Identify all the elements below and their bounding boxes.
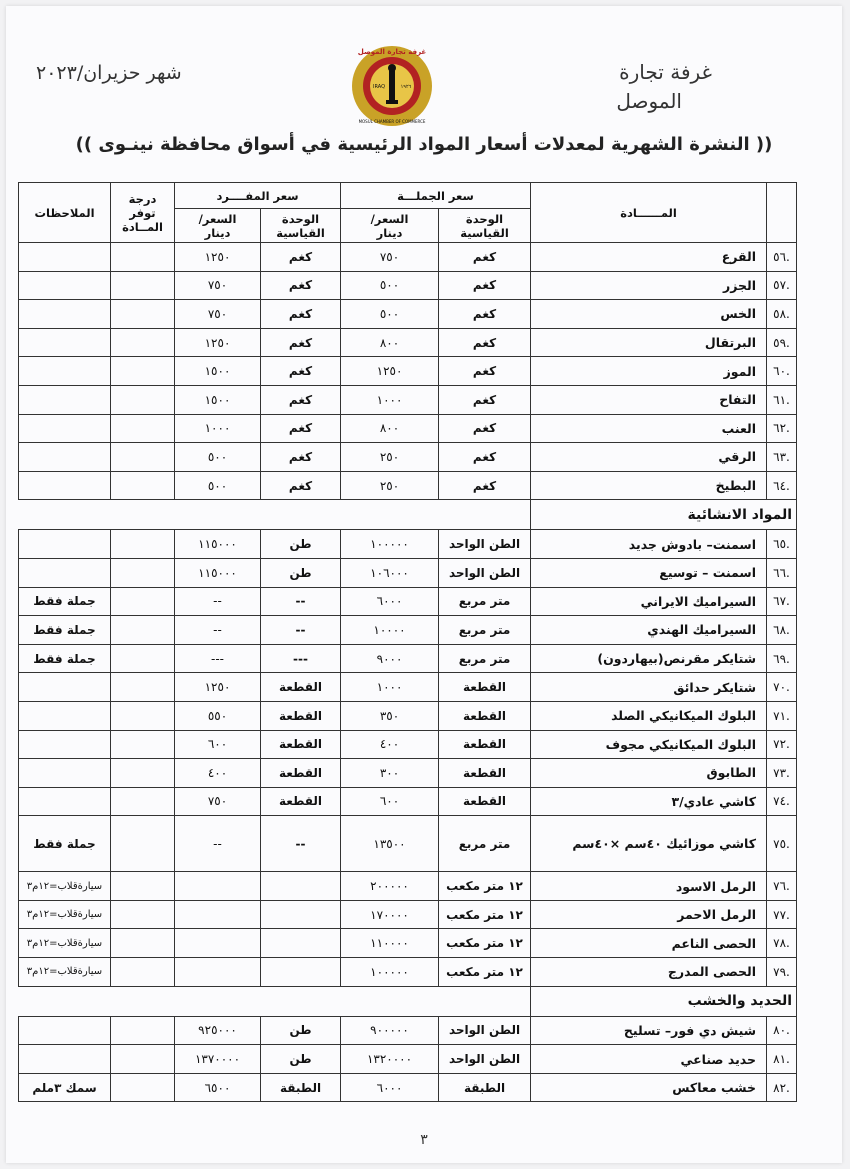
retail-unit: --- — [261, 644, 341, 673]
row-number: .٧٤ — [767, 787, 797, 816]
notes: جملة فقط — [19, 587, 111, 616]
table-row — [19, 1073, 797, 1102]
header-price-line2: دينار — [376, 225, 403, 240]
item-name: الجزر — [531, 271, 767, 300]
wholesale-unit: القطعة — [439, 787, 531, 816]
retail-unit — [261, 958, 341, 987]
wholesale-price: ١٠٠٠٠ — [341, 616, 439, 645]
notes — [19, 385, 111, 414]
table-row — [19, 616, 797, 645]
row-number: .٧٥ — [767, 816, 797, 872]
wholesale-unit: القطعة — [439, 759, 531, 788]
item-name: شيش دي فور– تسليح — [531, 1016, 767, 1045]
item-name: كاشي عادي/٣ — [531, 787, 767, 816]
table-row — [19, 300, 797, 329]
wholesale-unit: كغم — [439, 357, 531, 386]
header-wholesale-unit — [439, 209, 531, 243]
wholesale-price: ١٢٥٠ — [341, 357, 439, 386]
row-number: .٧٣ — [767, 759, 797, 788]
wholesale-price: ٦٠٠٠ — [341, 587, 439, 616]
table-row — [19, 328, 797, 357]
availability — [111, 929, 175, 958]
table-row — [19, 759, 797, 788]
notes — [19, 414, 111, 443]
chamber-logo — [350, 44, 434, 128]
notes — [19, 328, 111, 357]
retail-price: ١٥٠٠ — [175, 357, 261, 386]
item-name: الحصى الناعم — [531, 929, 767, 958]
table-row — [19, 385, 797, 414]
retail-unit: طن — [261, 1045, 341, 1074]
item-name: السيراميك الايراني — [531, 587, 767, 616]
notes — [19, 730, 111, 759]
wholesale-unit: الطن الواحد — [439, 530, 531, 559]
wholesale-price: ١١٠٠٠٠ — [341, 929, 439, 958]
item-name: الطابوق — [531, 759, 767, 788]
wholesale-unit: كغم — [439, 385, 531, 414]
availability — [111, 1016, 175, 1045]
header-retail-unit — [261, 209, 341, 243]
item-name: شتايكر مقرنص(بيهاردون) — [531, 644, 767, 673]
logo-country: IRAQ — [372, 84, 386, 90]
header-unit-line2: القياسية — [276, 225, 325, 240]
item-name: الرمل الاسود — [531, 872, 767, 901]
header-wholesale-price — [341, 209, 439, 243]
notes: سيارةقلاب=١٢م٣ — [19, 958, 111, 987]
wholesale-price: ٩٠٠٠٠٠ — [341, 1016, 439, 1045]
wholesale-price: ١٧٠٠٠٠ — [341, 900, 439, 929]
row-number: .٧١ — [767, 701, 797, 730]
retail-price: ٦٠٠ — [175, 730, 261, 759]
notes: جملة فقط — [19, 816, 111, 872]
wholesale-unit: القطعة — [439, 701, 531, 730]
header-retail-price — [175, 209, 261, 243]
logo-year: ١٩٢٦ — [400, 84, 412, 90]
row-number: .٨٢ — [767, 1073, 797, 1102]
retail-price: ١١٥٠٠٠ — [175, 530, 261, 559]
header-availability-line1: درجة — [128, 191, 157, 206]
item-name: الرقي — [531, 443, 767, 472]
section-title: المواد الانشائية — [531, 500, 797, 530]
wholesale-unit: كغم — [439, 300, 531, 329]
retail-price — [175, 872, 261, 901]
row-number: .٧٨ — [767, 929, 797, 958]
retail-unit: القطعة — [261, 759, 341, 788]
notes — [19, 1045, 111, 1074]
retail-price: -- — [175, 816, 261, 872]
table-row — [19, 701, 797, 730]
row-number: .٦٩ — [767, 644, 797, 673]
wholesale-price: ٨٠٠ — [341, 328, 439, 357]
row-number: .٥٦ — [767, 243, 797, 272]
document-page — [6, 6, 842, 1163]
section-row — [19, 500, 797, 530]
retail-unit: القطعة — [261, 787, 341, 816]
wholesale-unit: كغم — [439, 243, 531, 272]
wholesale-price: ٦٠٠٠ — [341, 1073, 439, 1102]
table-row — [19, 644, 797, 673]
retail-price: ٧٥٠ — [175, 271, 261, 300]
availability — [111, 300, 175, 329]
wholesale-unit: القطعة — [439, 730, 531, 759]
retail-price: ٥٠٠ — [175, 471, 261, 500]
table-row — [19, 673, 797, 702]
retail-unit: طن — [261, 1016, 341, 1045]
retail-unit: طن — [261, 530, 341, 559]
availability — [111, 1045, 175, 1074]
retail-unit: كغم — [261, 328, 341, 357]
availability — [111, 243, 175, 272]
header-price-line1: السعر/ — [370, 211, 409, 226]
header-availability — [111, 183, 175, 243]
wholesale-unit: الطن الواحد — [439, 1016, 531, 1045]
availability — [111, 471, 175, 500]
org-name-line1: غرفة تجارة — [619, 60, 712, 84]
table-row — [19, 530, 797, 559]
wholesale-unit: كغم — [439, 443, 531, 472]
retail-price: ١١٥٠٠٠ — [175, 558, 261, 587]
availability — [111, 328, 175, 357]
row-number: .٦٨ — [767, 616, 797, 645]
retail-unit: -- — [261, 816, 341, 872]
retail-unit: كغم — [261, 414, 341, 443]
retail-unit: الطبقة — [261, 1073, 341, 1102]
availability — [111, 385, 175, 414]
retail-unit — [261, 872, 341, 901]
table-row — [19, 958, 797, 987]
header-unit-line2: القياسية — [460, 225, 509, 240]
row-number: .٥٩ — [767, 328, 797, 357]
table-row — [19, 558, 797, 587]
availability — [111, 1073, 175, 1102]
wholesale-unit: ١٢ متر مكعب — [439, 958, 531, 987]
retail-unit: -- — [261, 587, 341, 616]
wholesale-unit: القطعة — [439, 673, 531, 702]
table-row — [19, 787, 797, 816]
availability — [111, 414, 175, 443]
wholesale-price: ٤٠٠ — [341, 730, 439, 759]
wholesale-price: ٨٠٠ — [341, 414, 439, 443]
availability — [111, 730, 175, 759]
retail-unit: كغم — [261, 271, 341, 300]
wholesale-unit: متر مربع — [439, 644, 531, 673]
report-period: شهر حزيران/٢٠٢٣ — [36, 62, 182, 84]
wholesale-price: ٢٠٠٠٠٠ — [341, 872, 439, 901]
wholesale-unit: ١٢ متر مكعب — [439, 900, 531, 929]
org-name-line2: الموصل — [616, 89, 682, 113]
availability — [111, 644, 175, 673]
retail-price: ١٣٧٠٠٠٠ — [175, 1045, 261, 1074]
wholesale-price: ٢٥٠ — [341, 443, 439, 472]
table-row — [19, 929, 797, 958]
table-row — [19, 1016, 797, 1045]
header-wholesale: سعر الجملـــة — [341, 183, 531, 209]
wholesale-unit: كغم — [439, 328, 531, 357]
row-number: .٧٩ — [767, 958, 797, 987]
wholesale-unit: الطن الواحد — [439, 558, 531, 587]
wholesale-price: ٥٠٠ — [341, 300, 439, 329]
retail-price: ٥٠٠ — [175, 443, 261, 472]
retail-unit: -- — [261, 616, 341, 645]
row-number: .٨١ — [767, 1045, 797, 1074]
retail-price: ٧٥٠ — [175, 300, 261, 329]
availability — [111, 872, 175, 901]
row-number: .٦١ — [767, 385, 797, 414]
wholesale-unit: كغم — [439, 471, 531, 500]
retail-price: ٦٥٠٠ — [175, 1073, 261, 1102]
retail-price: ١٠٠٠ — [175, 414, 261, 443]
availability — [111, 787, 175, 816]
wholesale-unit: ١٢ متر مكعب — [439, 929, 531, 958]
row-number: .٥٨ — [767, 300, 797, 329]
row-number: .٦٢ — [767, 414, 797, 443]
notes: سيارةقلاب=١٢م٣ — [19, 872, 111, 901]
row-number: .٧٧ — [767, 900, 797, 929]
row-number: .٦٦ — [767, 558, 797, 587]
row-number: .٨٠ — [767, 1016, 797, 1045]
wholesale-unit: كغم — [439, 414, 531, 443]
retail-unit: القطعة — [261, 730, 341, 759]
retail-price: ١٢٥٠ — [175, 673, 261, 702]
org-name — [492, 58, 712, 116]
header-price-line1: السعر/ — [198, 211, 237, 226]
item-name: اسمنت – توسيع — [531, 558, 767, 587]
header-number — [767, 183, 797, 243]
availability — [111, 900, 175, 929]
retail-price: ٩٢٥٠٠٠ — [175, 1016, 261, 1045]
row-number: .٦٥ — [767, 530, 797, 559]
wholesale-price: ٦٠٠ — [341, 787, 439, 816]
notes — [19, 759, 111, 788]
retail-price: --- — [175, 644, 261, 673]
retail-price: -- — [175, 616, 261, 645]
retail-unit: كغم — [261, 443, 341, 472]
retail-price: ٧٥٠ — [175, 787, 261, 816]
notes — [19, 271, 111, 300]
table-row — [19, 587, 797, 616]
item-name: البرتقال — [531, 328, 767, 357]
page-number: ٣ — [420, 1132, 428, 1148]
notes — [19, 243, 111, 272]
report-title: (( النشرة الشهرية لمعدلات أسعار المواد الرئيسية في أسواق محافظة نينـوى )) — [75, 134, 773, 155]
item-name: البطيخ — [531, 471, 767, 500]
retail-price: -- — [175, 587, 261, 616]
item-name: القرع — [531, 243, 767, 272]
retail-unit: طن — [261, 558, 341, 587]
item-name: حديد صناعي — [531, 1045, 767, 1074]
availability — [111, 271, 175, 300]
retail-unit: كغم — [261, 300, 341, 329]
item-name: البلوك الميكانيكي الصلد — [531, 701, 767, 730]
notes: سمك ٣ملم — [19, 1073, 111, 1102]
row-number: .٦٤ — [767, 471, 797, 500]
table-row — [19, 243, 797, 272]
item-name: الخس — [531, 300, 767, 329]
wholesale-price: ١٠٠٠٠٠ — [341, 958, 439, 987]
retail-unit: كغم — [261, 471, 341, 500]
wholesale-price: ٢٥٠ — [341, 471, 439, 500]
table-row — [19, 872, 797, 901]
section-row — [19, 986, 797, 1016]
section-title: الحديد والخشب — [531, 986, 797, 1016]
notes — [19, 530, 111, 559]
item-name: اسمنت– بادوش جديد — [531, 530, 767, 559]
header-item: المــــــادة — [531, 183, 767, 243]
availability — [111, 443, 175, 472]
retail-price: ٥٥٠ — [175, 701, 261, 730]
table-row — [19, 730, 797, 759]
logo-text-top: غرفة تجارة الموصل — [357, 48, 427, 56]
notes — [19, 300, 111, 329]
item-name: الرمل الاحمر — [531, 900, 767, 929]
wholesale-unit: ١٢ متر مكعب — [439, 872, 531, 901]
wholesale-unit: متر مربع — [439, 816, 531, 872]
retail-price — [175, 958, 261, 987]
wholesale-price: ١٠٠٠٠٠ — [341, 530, 439, 559]
retail-price: ١٢٥٠ — [175, 328, 261, 357]
item-name: التفاح — [531, 385, 767, 414]
notes: سيارةقلاب=١٢م٣ — [19, 900, 111, 929]
row-number: .٧٢ — [767, 730, 797, 759]
retail-price — [175, 929, 261, 958]
notes — [19, 1016, 111, 1045]
wholesale-unit: متر مربع — [439, 587, 531, 616]
notes — [19, 558, 111, 587]
notes: جملة فقط — [19, 616, 111, 645]
availability — [111, 701, 175, 730]
header-unit-line1: الوحدة — [281, 211, 320, 226]
table-row — [19, 357, 797, 386]
logo-text-bottom: MOSUL CHAMBER OF COMMERCE — [358, 119, 426, 124]
header-unit-line1: الوحدة — [465, 211, 504, 226]
price-table-body — [19, 243, 797, 1102]
notes — [19, 443, 111, 472]
retail-unit — [261, 900, 341, 929]
header-retail: سعر المفــــرد — [175, 183, 341, 209]
retail-unit: كغم — [261, 243, 341, 272]
row-number: .٦٧ — [767, 587, 797, 616]
table-row — [19, 900, 797, 929]
table-row — [19, 471, 797, 500]
table-row — [19, 1045, 797, 1074]
retail-unit: كغم — [261, 357, 341, 386]
availability — [111, 558, 175, 587]
notes: سيارةقلاب=١٢م٣ — [19, 929, 111, 958]
availability — [111, 616, 175, 645]
notes — [19, 471, 111, 500]
table-row — [19, 443, 797, 472]
row-number: .٧٠ — [767, 673, 797, 702]
retail-unit: القطعة — [261, 673, 341, 702]
table-row — [19, 271, 797, 300]
wholesale-price: ٣٥٠ — [341, 701, 439, 730]
row-number: .٦٣ — [767, 443, 797, 472]
retail-price: ١٥٠٠ — [175, 385, 261, 414]
availability — [111, 587, 175, 616]
wholesale-price: ١٠٠٠ — [341, 385, 439, 414]
wholesale-unit: متر مربع — [439, 616, 531, 645]
wholesale-price: ١٠٦٠٠٠ — [341, 558, 439, 587]
item-name: كاشي موزائيك ٤٠سم ×٤٠سم — [531, 816, 767, 872]
item-name: السيراميك الهندي — [531, 616, 767, 645]
row-number: .٥٧ — [767, 271, 797, 300]
section-spacer — [19, 986, 531, 1016]
retail-price: ١٢٥٠ — [175, 243, 261, 272]
item-name: خشب معاكس — [531, 1073, 767, 1102]
wholesale-unit: كغم — [439, 271, 531, 300]
notes — [19, 701, 111, 730]
section-spacer — [19, 500, 531, 530]
row-number: .٦٠ — [767, 357, 797, 386]
wholesale-price: ٩٠٠٠ — [341, 644, 439, 673]
notes — [19, 673, 111, 702]
item-name: العنب — [531, 414, 767, 443]
wholesale-price: ١٣٥٠٠ — [341, 816, 439, 872]
availability — [111, 530, 175, 559]
wholesale-unit: الطبقة — [439, 1073, 531, 1102]
retail-unit: كغم — [261, 385, 341, 414]
header-availability-line2: توفر — [129, 205, 156, 220]
item-name: شتايكر حدائق — [531, 673, 767, 702]
availability — [111, 357, 175, 386]
retail-unit: القطعة — [261, 701, 341, 730]
wholesale-price: ٥٠٠ — [341, 271, 439, 300]
availability — [111, 759, 175, 788]
retail-price: ٤٠٠ — [175, 759, 261, 788]
wholesale-price: ٧٥٠ — [341, 243, 439, 272]
item-name: الموز — [531, 357, 767, 386]
notes — [19, 357, 111, 386]
availability — [111, 816, 175, 872]
wholesale-unit: الطن الواحد — [439, 1045, 531, 1074]
item-name: الحصى المدرج — [531, 958, 767, 987]
retail-price — [175, 900, 261, 929]
header-availability-line3: المــادة — [122, 219, 163, 234]
wholesale-price: ١٠٠٠ — [341, 673, 439, 702]
availability — [111, 958, 175, 987]
availability — [111, 673, 175, 702]
notes: جملة فقط — [19, 644, 111, 673]
row-number: .٧٦ — [767, 872, 797, 901]
item-name: البلوك الميكانيكي مجوف — [531, 730, 767, 759]
retail-unit — [261, 929, 341, 958]
wholesale-price: ٣٠٠ — [341, 759, 439, 788]
table-row — [19, 414, 797, 443]
header-price-line2: دينار — [204, 225, 231, 240]
price-table — [18, 182, 797, 1102]
table-row — [19, 816, 797, 872]
header-notes: الملاحظات — [19, 183, 111, 243]
notes — [19, 787, 111, 816]
wholesale-price: ١٣٢٠٠٠٠ — [341, 1045, 439, 1074]
